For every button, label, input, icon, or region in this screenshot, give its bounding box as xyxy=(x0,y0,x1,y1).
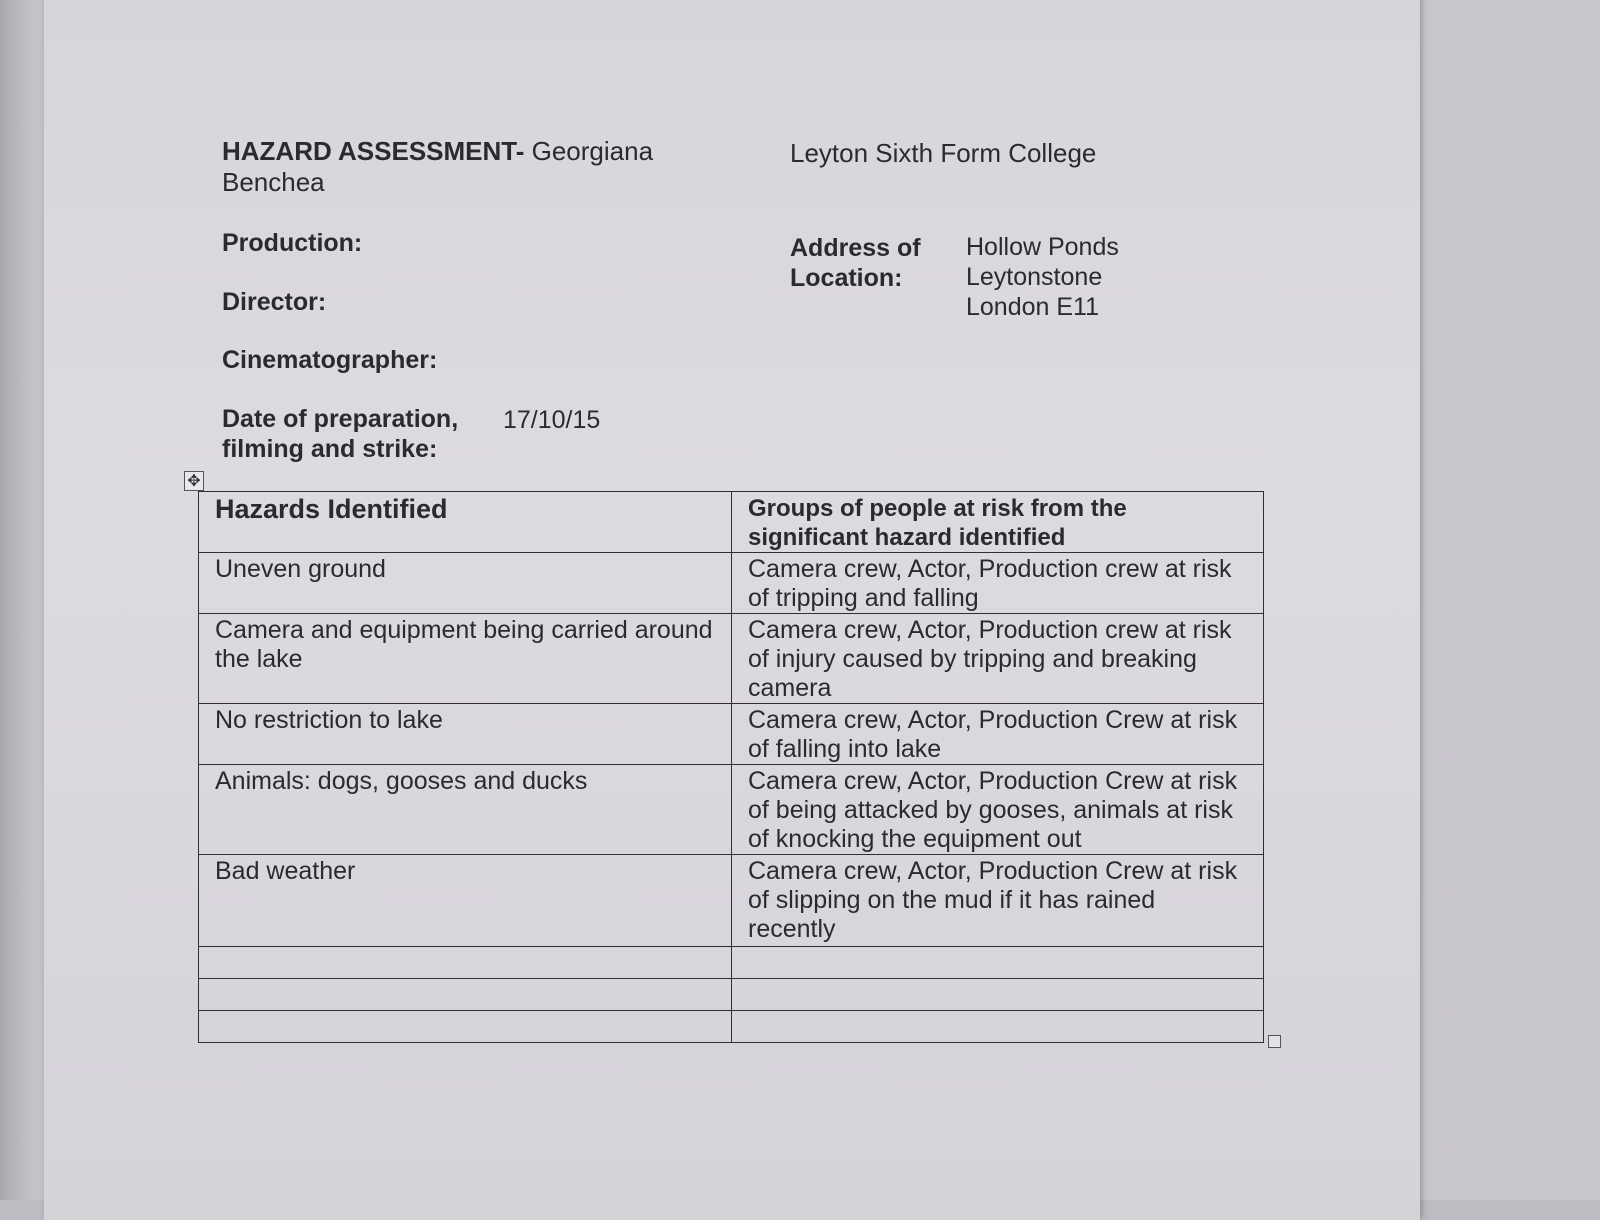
address-label xyxy=(790,233,921,293)
address-line: London E11 xyxy=(966,293,1099,321)
author-name: Georgiana Benchea xyxy=(222,136,654,197)
hazard-cell[interactable]: Camera and equipment being carried around the lake xyxy=(199,614,732,704)
address-label-line1: Address of xyxy=(790,234,921,262)
table-row xyxy=(199,614,1264,704)
hazard-cell[interactable] xyxy=(199,1011,732,1043)
date-value: 17/10/15 xyxy=(503,406,601,434)
table-header-row xyxy=(199,492,1264,553)
risk-cell[interactable] xyxy=(732,1011,1264,1043)
risk-cell[interactable] xyxy=(732,979,1264,1011)
cinematographer-label: Cinematographer: xyxy=(222,346,438,374)
risk-cell[interactable]: Camera crew, Actor, Production Crew at risk of falling into lake xyxy=(732,704,1264,765)
table-row xyxy=(199,704,1264,765)
hazard-cell[interactable]: Bad weather xyxy=(199,855,732,947)
hazard-cell[interactable]: No restriction to lake xyxy=(199,704,732,765)
address-line: Hollow Ponds xyxy=(966,233,1119,261)
document-title xyxy=(222,136,712,198)
hazard-cell[interactable] xyxy=(199,947,732,979)
table-row-empty xyxy=(199,947,1264,979)
table-row-empty xyxy=(199,1011,1264,1043)
risk-cell[interactable]: Camera crew, Actor, Production Crew at risk of being attacked by gooses, animals at risk of knocking the equipment out xyxy=(732,765,1264,855)
header-hazards[interactable]: Hazards Identified xyxy=(199,492,732,553)
move-icon[interactable]: ✥ xyxy=(184,471,204,491)
date-label-line1: Date of preparation, xyxy=(222,405,459,433)
table-row-empty xyxy=(199,979,1264,1011)
table-row xyxy=(199,855,1264,947)
table-row xyxy=(199,553,1264,614)
header-groups-at-risk[interactable]: Groups of people at risk from the significant hazard identified xyxy=(732,492,1264,553)
address-label-line2: Location: xyxy=(790,264,903,292)
risk-cell[interactable] xyxy=(732,947,1264,979)
hazard-cell[interactable]: Uneven ground xyxy=(199,553,732,614)
hazard-cell[interactable]: Animals: dogs, gooses and ducks xyxy=(199,765,732,855)
title-bold-text: HAZARD ASSESSMENT- xyxy=(222,136,525,166)
hazard-table xyxy=(198,491,1264,1043)
resize-icon[interactable] xyxy=(1268,1035,1281,1048)
risk-cell[interactable]: Camera crew, Actor, Production Crew at risk of slipping on the mud if it has rained recently xyxy=(732,855,1264,947)
date-label-line2: filming and strike: xyxy=(222,435,438,463)
director-label: Director: xyxy=(222,288,327,316)
address-line: Leytonstone xyxy=(966,263,1103,291)
risk-cell[interactable]: Camera crew, Actor, Production crew at risk of injury caused by tripping and breaking camera xyxy=(732,614,1264,704)
table-row xyxy=(199,765,1264,855)
college-name: Leyton Sixth Form College xyxy=(790,138,1097,168)
production-label: Production: xyxy=(222,229,363,257)
hazard-cell[interactable] xyxy=(199,979,732,1011)
address-value xyxy=(966,232,1119,322)
date-label xyxy=(222,404,458,464)
risk-cell[interactable]: Camera crew, Actor, Production crew at risk of tripping and falling xyxy=(732,553,1264,614)
